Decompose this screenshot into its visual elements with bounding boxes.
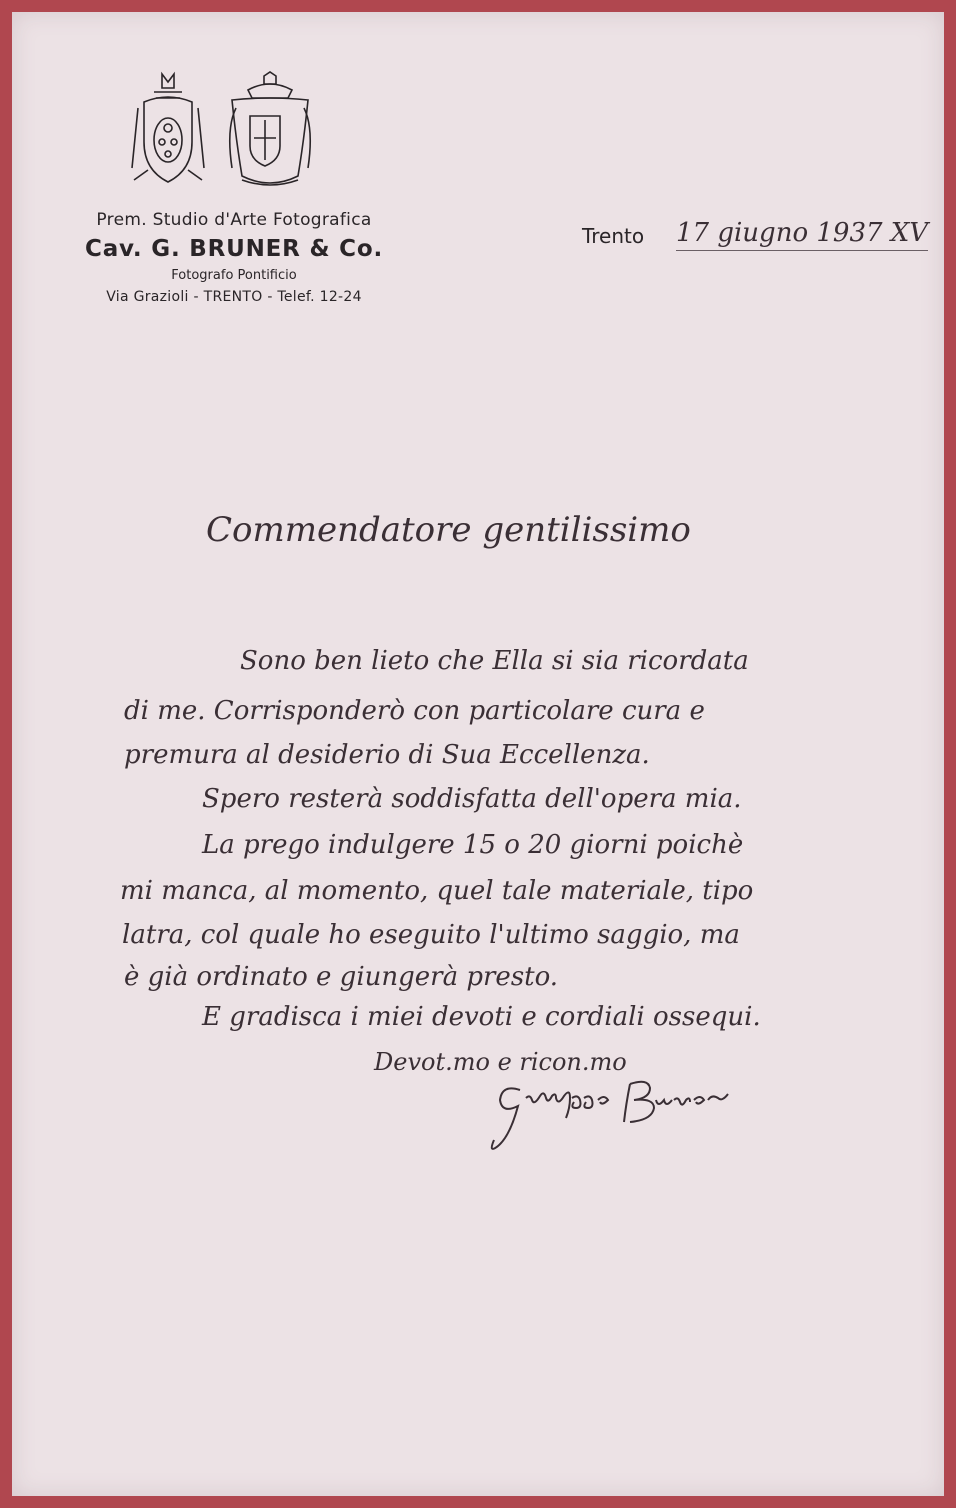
body-line-1: Sono ben lieto che Ella si sia ricordata	[240, 646, 749, 676]
letterhead	[24, 210, 444, 305]
letterhead-title: Fotografo Pontificio	[171, 268, 297, 283]
body-line-8: è già ordinato e giungerà presto.	[124, 962, 559, 992]
body-line-2: di me. Corrisponderò con particolare cura e	[124, 696, 705, 726]
signature	[480, 1070, 760, 1150]
letter-date: 17 giugno 1937 XV	[676, 218, 928, 251]
letter-paper	[12, 12, 944, 1496]
body-line-9: E gradisca i miei devoti e cordiali ossequi.	[202, 1002, 761, 1032]
letterhead-company: Cav. G. BRUNER & Co.	[85, 236, 383, 262]
body-line-7: latra, col quale ho eseguito l'ultimo saggio, ma	[122, 920, 740, 950]
body-line-3: premura al desiderio di Sua Eccellenza.	[124, 740, 650, 770]
letterhead-address: Via Grazioli - TRENTO - Telef. 12-24	[106, 289, 362, 305]
body-line-5: La prego indulgere 15 o 20 giorni poichè	[202, 830, 744, 860]
body-line-6: mi manca, al momento, quel tale materiale, tipo	[120, 876, 754, 906]
papal-crest-icon	[132, 74, 204, 182]
royal-crest-icon	[230, 72, 311, 185]
salutation: Commendatore gentilissimo	[206, 510, 691, 550]
crests	[124, 68, 324, 198]
closing: Devot.mo e ricon.mo	[374, 1048, 627, 1076]
body-line-4: Spero resterà soddisfatta dell'opera mia.	[202, 784, 742, 814]
letterhead-studio: Prem. Studio d'Arte Fotografica	[96, 210, 372, 230]
letter-place: Trento	[582, 224, 645, 248]
